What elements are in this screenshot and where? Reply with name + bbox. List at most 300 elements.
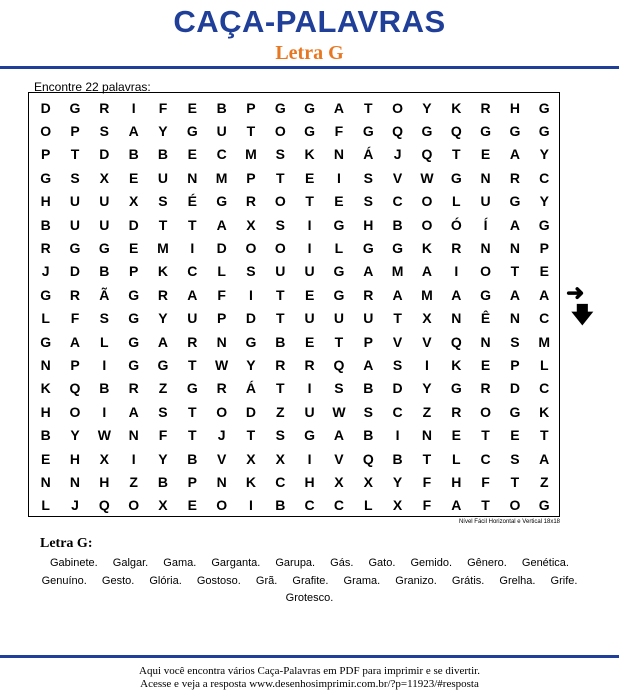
grid-cell: C (216, 146, 227, 163)
grid-cell: O (392, 99, 404, 116)
grid-cell: N (451, 310, 462, 327)
grid-cell: T (246, 427, 256, 444)
word-list-item: Gênero. (467, 557, 507, 569)
grid-cell: W (215, 356, 229, 373)
grid-cell: I (307, 380, 312, 397)
footer-line-1: Aqui você encontra vários Caça-Palavras em PDF para imprimir e se divertir. (139, 665, 480, 677)
grid-cell: S (99, 310, 109, 327)
word-list-item: Gesto. (101, 574, 135, 587)
grid-cell: E (304, 169, 315, 186)
word-list-item: Granizo. (395, 574, 437, 587)
grid-cell: P (539, 240, 549, 257)
puzzle-instruction: Encontre 22 palavras: (34, 80, 151, 94)
page-subtitle: Letra G (275, 42, 344, 64)
grid-cell: C (539, 380, 550, 397)
grid-cell: S (70, 169, 80, 186)
grid-cell: Q (421, 146, 433, 163)
grid-cell: N (40, 473, 51, 490)
grid-cell: I (424, 356, 429, 373)
grid-cell: F (70, 310, 80, 327)
grid-cell: A (157, 333, 169, 350)
grid-cell: T (422, 450, 432, 467)
grid-cell: P (187, 473, 197, 490)
grid-cell: C (187, 263, 198, 280)
word-list-item: Grátis. (451, 574, 485, 587)
grid-cell: G (538, 123, 550, 140)
grid-cell: T (481, 497, 490, 514)
bottom-divider (0, 655, 619, 658)
grid-cell: A (539, 286, 550, 303)
grid-cell: X (275, 450, 285, 467)
grid-cell: C (333, 497, 344, 514)
grid-cell: Q (98, 497, 110, 514)
grid-cell: B (40, 216, 51, 233)
grid-cell: U (99, 193, 110, 210)
grid-cell: B (157, 473, 169, 490)
grid-cell: R (69, 286, 81, 303)
grid-cell: T (276, 380, 285, 397)
grid-cell: B (40, 427, 51, 444)
arrow-right-icon: ➜ (566, 280, 585, 305)
grid-cell: U (480, 193, 491, 210)
grid-cell: R (99, 99, 110, 116)
grid-cell: E (304, 333, 315, 350)
grid-cell: X (392, 497, 403, 514)
grid-cell: S (363, 169, 373, 186)
grid-cell: G (509, 403, 521, 420)
word-list-item: Gostoso. (196, 574, 241, 587)
grid-cell: G (304, 99, 316, 116)
grid-cell: T (363, 99, 373, 116)
grid-cell: L (41, 497, 50, 514)
grid-cell: E (480, 146, 491, 163)
grid-cell: G (304, 123, 316, 140)
grid-cell: S (158, 403, 168, 420)
grid-cell: G (480, 286, 492, 303)
grid-cell: U (304, 263, 315, 280)
grid-cell: U (99, 216, 110, 233)
grid-cell: B (187, 450, 198, 467)
grid-cell: U (304, 403, 315, 420)
grid-cell: G (69, 99, 81, 116)
grid-cell: N (480, 169, 491, 186)
grid-cell: E (128, 169, 139, 186)
grid-cell: V (392, 169, 403, 186)
grid-cell: T (188, 403, 197, 420)
grid-cell: O (480, 403, 492, 420)
grid-cell: U (304, 310, 315, 327)
grid-cell: T (276, 310, 285, 327)
grid-cell: G (480, 123, 492, 140)
grid-cell: L (217, 263, 226, 280)
grid-cell: N (509, 240, 520, 257)
grid-cell: A (451, 497, 462, 514)
grid-cell: W (420, 169, 434, 186)
grid-cell: R (157, 286, 169, 303)
grid-cell: Y (70, 427, 80, 444)
grid-cell: M (538, 333, 551, 350)
grid-cell: C (539, 310, 550, 327)
grid-cell: S (510, 333, 520, 350)
word-list-item: Galgar. (112, 557, 149, 569)
grid-cell: E (539, 263, 549, 280)
grid-cell: T (276, 169, 285, 186)
grid-cell: R (245, 193, 257, 210)
grid-cell: D (216, 240, 227, 257)
grid-cell: Y (539, 193, 549, 210)
grid-cell: A (333, 99, 344, 116)
word-list-item: Grelha. (499, 574, 536, 587)
grid-cell: R (216, 380, 227, 397)
grid-cell: R (187, 333, 198, 350)
grid-cell: N (480, 333, 491, 350)
grid-cell: L (100, 333, 109, 350)
word-list-item: Garganta. (211, 557, 261, 569)
grid-cell: C (392, 403, 403, 420)
word-search-grid-frame (28, 92, 560, 517)
grid-cell: Z (539, 473, 549, 490)
footer-line-2: Acesse e veja a resposta www.desenhosimprimir.com.br/?p=11923/#resposta (140, 678, 479, 690)
grid-cell: T (276, 286, 285, 303)
grid-cell: V (334, 450, 344, 467)
grid-cell: Z (422, 403, 432, 420)
grid-cell: X (363, 473, 373, 490)
grid-cell: Q (333, 356, 345, 373)
grid-cell: G (450, 380, 462, 397)
grid-cell: T (188, 356, 197, 373)
grid-cell: I (454, 263, 459, 280)
word-list-item: Glória. (149, 574, 182, 587)
grid-cell: U (69, 216, 81, 233)
grid-cell: R (128, 380, 139, 397)
grid-cell: E (480, 356, 491, 373)
grid-cell: K (451, 99, 462, 116)
grid-cell: G (98, 240, 110, 257)
grid-cell: E (451, 427, 461, 444)
grid-cell: Y (539, 146, 549, 163)
grid-cell: C (275, 473, 286, 490)
grid-cell: D (245, 310, 257, 327)
grid-cell: J (393, 146, 402, 163)
grid-cell: Z (129, 473, 138, 490)
word-search-grid (31, 96, 559, 517)
grid-cell: B (128, 146, 139, 163)
grid-cell: F (422, 497, 432, 514)
grid-cell: A (128, 403, 139, 420)
grid-cell: K (451, 356, 462, 373)
grid-cell: Z (276, 403, 285, 420)
grid-cell: D (392, 380, 403, 397)
grid-cell: D (509, 380, 520, 397)
grid-cell: G (128, 286, 140, 303)
word-list-item: Garupa. (275, 557, 316, 569)
grid-cell: A (509, 286, 520, 303)
grid-cell: J (217, 427, 226, 444)
grid-cell: E (187, 99, 197, 116)
grid-cell: X (422, 310, 432, 327)
word-list-item: Gama. (163, 557, 197, 569)
grid-cell: I (395, 427, 400, 444)
grid-cell: A (363, 356, 374, 373)
grid-cell: W (332, 403, 346, 420)
grid-cell: G (333, 286, 345, 303)
grid-cell: Y (422, 99, 432, 116)
word-list-item: Gemido. (410, 557, 453, 569)
grid-cell: B (363, 427, 374, 444)
grid-cell: Y (246, 356, 256, 373)
grid-cell: A (216, 216, 227, 233)
grid-cell: K (245, 473, 257, 490)
grid-cell: H (99, 473, 110, 490)
grid-cell: G (186, 380, 198, 397)
grid-cell: G (128, 310, 140, 327)
grid-cell: N (421, 427, 432, 444)
grid-cell: G (216, 193, 228, 210)
grid-cell: P (246, 99, 256, 116)
grid-cell: O (480, 263, 492, 280)
grid-cell: Q (450, 333, 462, 350)
grid-cell: R (451, 403, 462, 420)
grid-cell: X (99, 450, 109, 467)
grid-cell: A (69, 333, 81, 350)
word-list-item: Genética. (521, 557, 569, 569)
page-title: CAÇA-PALAVRAS (173, 4, 446, 39)
grid-cell: G (538, 497, 550, 514)
grid-cell: T (510, 263, 520, 280)
grid-cell: G (157, 356, 169, 373)
grid-cell: R (480, 380, 491, 397)
grid-cell: Y (158, 450, 168, 467)
grid-cell: I (131, 99, 136, 116)
grid-cell: C (304, 497, 315, 514)
grid-cell: G (509, 193, 521, 210)
grid-cell: P (40, 146, 51, 163)
grid-cell: O (40, 123, 52, 140)
grid-cell: L (41, 310, 50, 327)
grid-cell: B (363, 380, 374, 397)
grid-cell: S (363, 193, 373, 210)
grid-cell: E (40, 450, 51, 467)
grid-cell: U (69, 193, 81, 210)
arrow-down-icon: 🡇 (571, 302, 594, 327)
grid-cell: Á (245, 380, 257, 397)
grid-cell: Ó (450, 216, 462, 233)
grid-cell: S (275, 146, 285, 163)
grid-cell: D (40, 99, 51, 116)
grid-cell: I (102, 403, 107, 420)
grid-cell: D (128, 216, 139, 233)
word-list-item: Grama. (343, 574, 381, 587)
grid-cell: T (481, 427, 490, 444)
grid-cell: G (245, 333, 257, 350)
grid-cell: O (274, 193, 286, 210)
grid-cell: A (128, 123, 139, 140)
grid-cell: S (334, 380, 344, 397)
grid-cell: B (216, 99, 227, 116)
word-list-item: Grife. (550, 574, 578, 587)
grid-cell: A (187, 286, 198, 303)
grid-cell: I (190, 240, 195, 257)
grid-cell: R (509, 169, 520, 186)
footer (0, 665, 619, 691)
grid-cell: A (539, 450, 550, 467)
grid-cell: I (307, 450, 312, 467)
grid-cell: N (216, 333, 227, 350)
grid-cell: F (481, 473, 490, 490)
grid-cell: M (245, 146, 257, 163)
grid-cell: N (187, 169, 198, 186)
grid-cell: P (510, 356, 520, 373)
grid-cell: H (69, 450, 81, 467)
grid-cell: S (275, 216, 285, 233)
grid-cell: O (216, 497, 228, 514)
grid-cell: F (422, 473, 432, 490)
grid-cell: Q (392, 123, 404, 140)
grid-cell: U (333, 310, 344, 327)
grid-cell: N (128, 427, 139, 444)
grid-cell: D (245, 403, 257, 420)
grid-cell: E (304, 286, 315, 303)
grid-cell: R (275, 356, 286, 373)
grid-cell: N (509, 310, 520, 327)
grid-cell: C (539, 169, 550, 186)
grid-cell: R (480, 99, 491, 116)
grid-cell: Í (483, 216, 488, 233)
grid-cell: E (128, 240, 139, 257)
grid-cell: Á (363, 146, 374, 163)
grid-cell: L (451, 450, 461, 467)
grid-cell: R (363, 286, 374, 303)
grid-cell: K (304, 146, 315, 163)
grid-cell: H (451, 473, 462, 490)
grid-cell: B (157, 146, 169, 163)
grid-cell: T (334, 333, 344, 350)
grid-cell: W (97, 427, 111, 444)
grid-cell: G (186, 123, 198, 140)
top-divider (0, 66, 619, 69)
grid-cell: G (362, 123, 374, 140)
word-list (20, 555, 599, 608)
grid-cell: T (510, 473, 520, 490)
grid-cell: S (275, 427, 285, 444)
grid-cell: J (41, 263, 50, 280)
grid-cell: M (215, 169, 228, 186)
grid-cell: G (40, 169, 52, 186)
grid-cell: G (362, 240, 374, 257)
grid-cell: S (246, 263, 256, 280)
grid-cell: K (157, 263, 169, 280)
grid-cell: C (480, 450, 491, 467)
grid-cell: J (71, 497, 79, 514)
grid-cell: P (216, 310, 227, 327)
grid-cell: X (246, 450, 256, 467)
grid-cell: B (99, 380, 110, 397)
grid-cell: M (421, 286, 433, 303)
grid-cell: Y (158, 310, 168, 327)
grid-cell: T (305, 193, 314, 210)
grid-cell: T (393, 310, 402, 327)
word-list-item: Gás. (330, 557, 354, 569)
grid-cell: P (70, 356, 80, 373)
grid-cell: G (392, 240, 404, 257)
grid-cell: A (363, 263, 374, 280)
word-list-item: Grã. (255, 574, 278, 587)
grid-cell: O (128, 497, 140, 514)
grid-cell: S (158, 193, 168, 210)
word-list-item: Genuíno. (41, 574, 87, 587)
grid-cell: G (128, 333, 140, 350)
grid-cell: S (510, 450, 520, 467)
grid-cell: G (421, 123, 433, 140)
grid-cell: O (509, 497, 521, 514)
grid-cell: B (392, 450, 403, 467)
grid-cell: T (158, 216, 168, 233)
grid-cell: F (334, 123, 344, 140)
grid-cell: H (40, 403, 51, 420)
grid-cell: N (69, 473, 81, 490)
grid-cell: R (451, 240, 462, 257)
grid-cell: T (188, 427, 197, 444)
grid-cell: S (363, 403, 373, 420)
grid-cell: E (334, 193, 344, 210)
grid-cell: I (307, 240, 312, 257)
grid-cell: G (333, 216, 345, 233)
grid-cell: N (40, 356, 51, 373)
grid-cell: X (158, 497, 168, 514)
grid-cell: U (216, 123, 227, 140)
grid-cell: Ê (480, 310, 491, 327)
grid-cell: T (451, 146, 461, 163)
grid-cell: U (157, 169, 169, 186)
grid-cell: X (246, 216, 256, 233)
grid-cell: G (509, 123, 521, 140)
grid-cell: N (480, 240, 491, 257)
grid-cell: H (40, 193, 51, 210)
grid-cell: D (99, 146, 110, 163)
grid-cell: O (421, 216, 433, 233)
grid-cell: T (188, 216, 197, 233)
grid-cell: G (333, 263, 345, 280)
grid-cell: L (363, 497, 373, 514)
grid-cell: G (450, 169, 462, 186)
grid-cell: B (392, 216, 403, 233)
grid-cell: I (131, 450, 136, 467)
grid-cell: Y (392, 473, 403, 490)
grid-cell: I (249, 286, 253, 303)
grid-cell: N (216, 473, 227, 490)
grid-cell: T (246, 123, 256, 140)
grid-cell: E (510, 427, 520, 444)
grid-cell: P (246, 169, 256, 186)
grid-cell: V (216, 450, 227, 467)
grid-cell: F (217, 286, 226, 303)
grid-cell: X (99, 169, 109, 186)
grid-cell: L (334, 240, 344, 257)
grid-cell: U (363, 310, 374, 327)
grid-cell: G (538, 216, 550, 233)
grid-cell: U (275, 263, 286, 280)
grid-cell: Q (69, 380, 81, 397)
grid-cell: P (70, 123, 80, 140)
grid-cell: O (216, 403, 228, 420)
word-list-item: Gato. (368, 557, 396, 569)
grid-cell: T (70, 146, 80, 163)
difficulty-note: Nível Fácil Horizontal e Vertical 18x18 (458, 519, 560, 525)
grid-cell: G (274, 99, 286, 116)
grid-cell: B (275, 497, 286, 514)
grid-cell: I (249, 497, 253, 514)
grid-cell: A (509, 146, 520, 163)
